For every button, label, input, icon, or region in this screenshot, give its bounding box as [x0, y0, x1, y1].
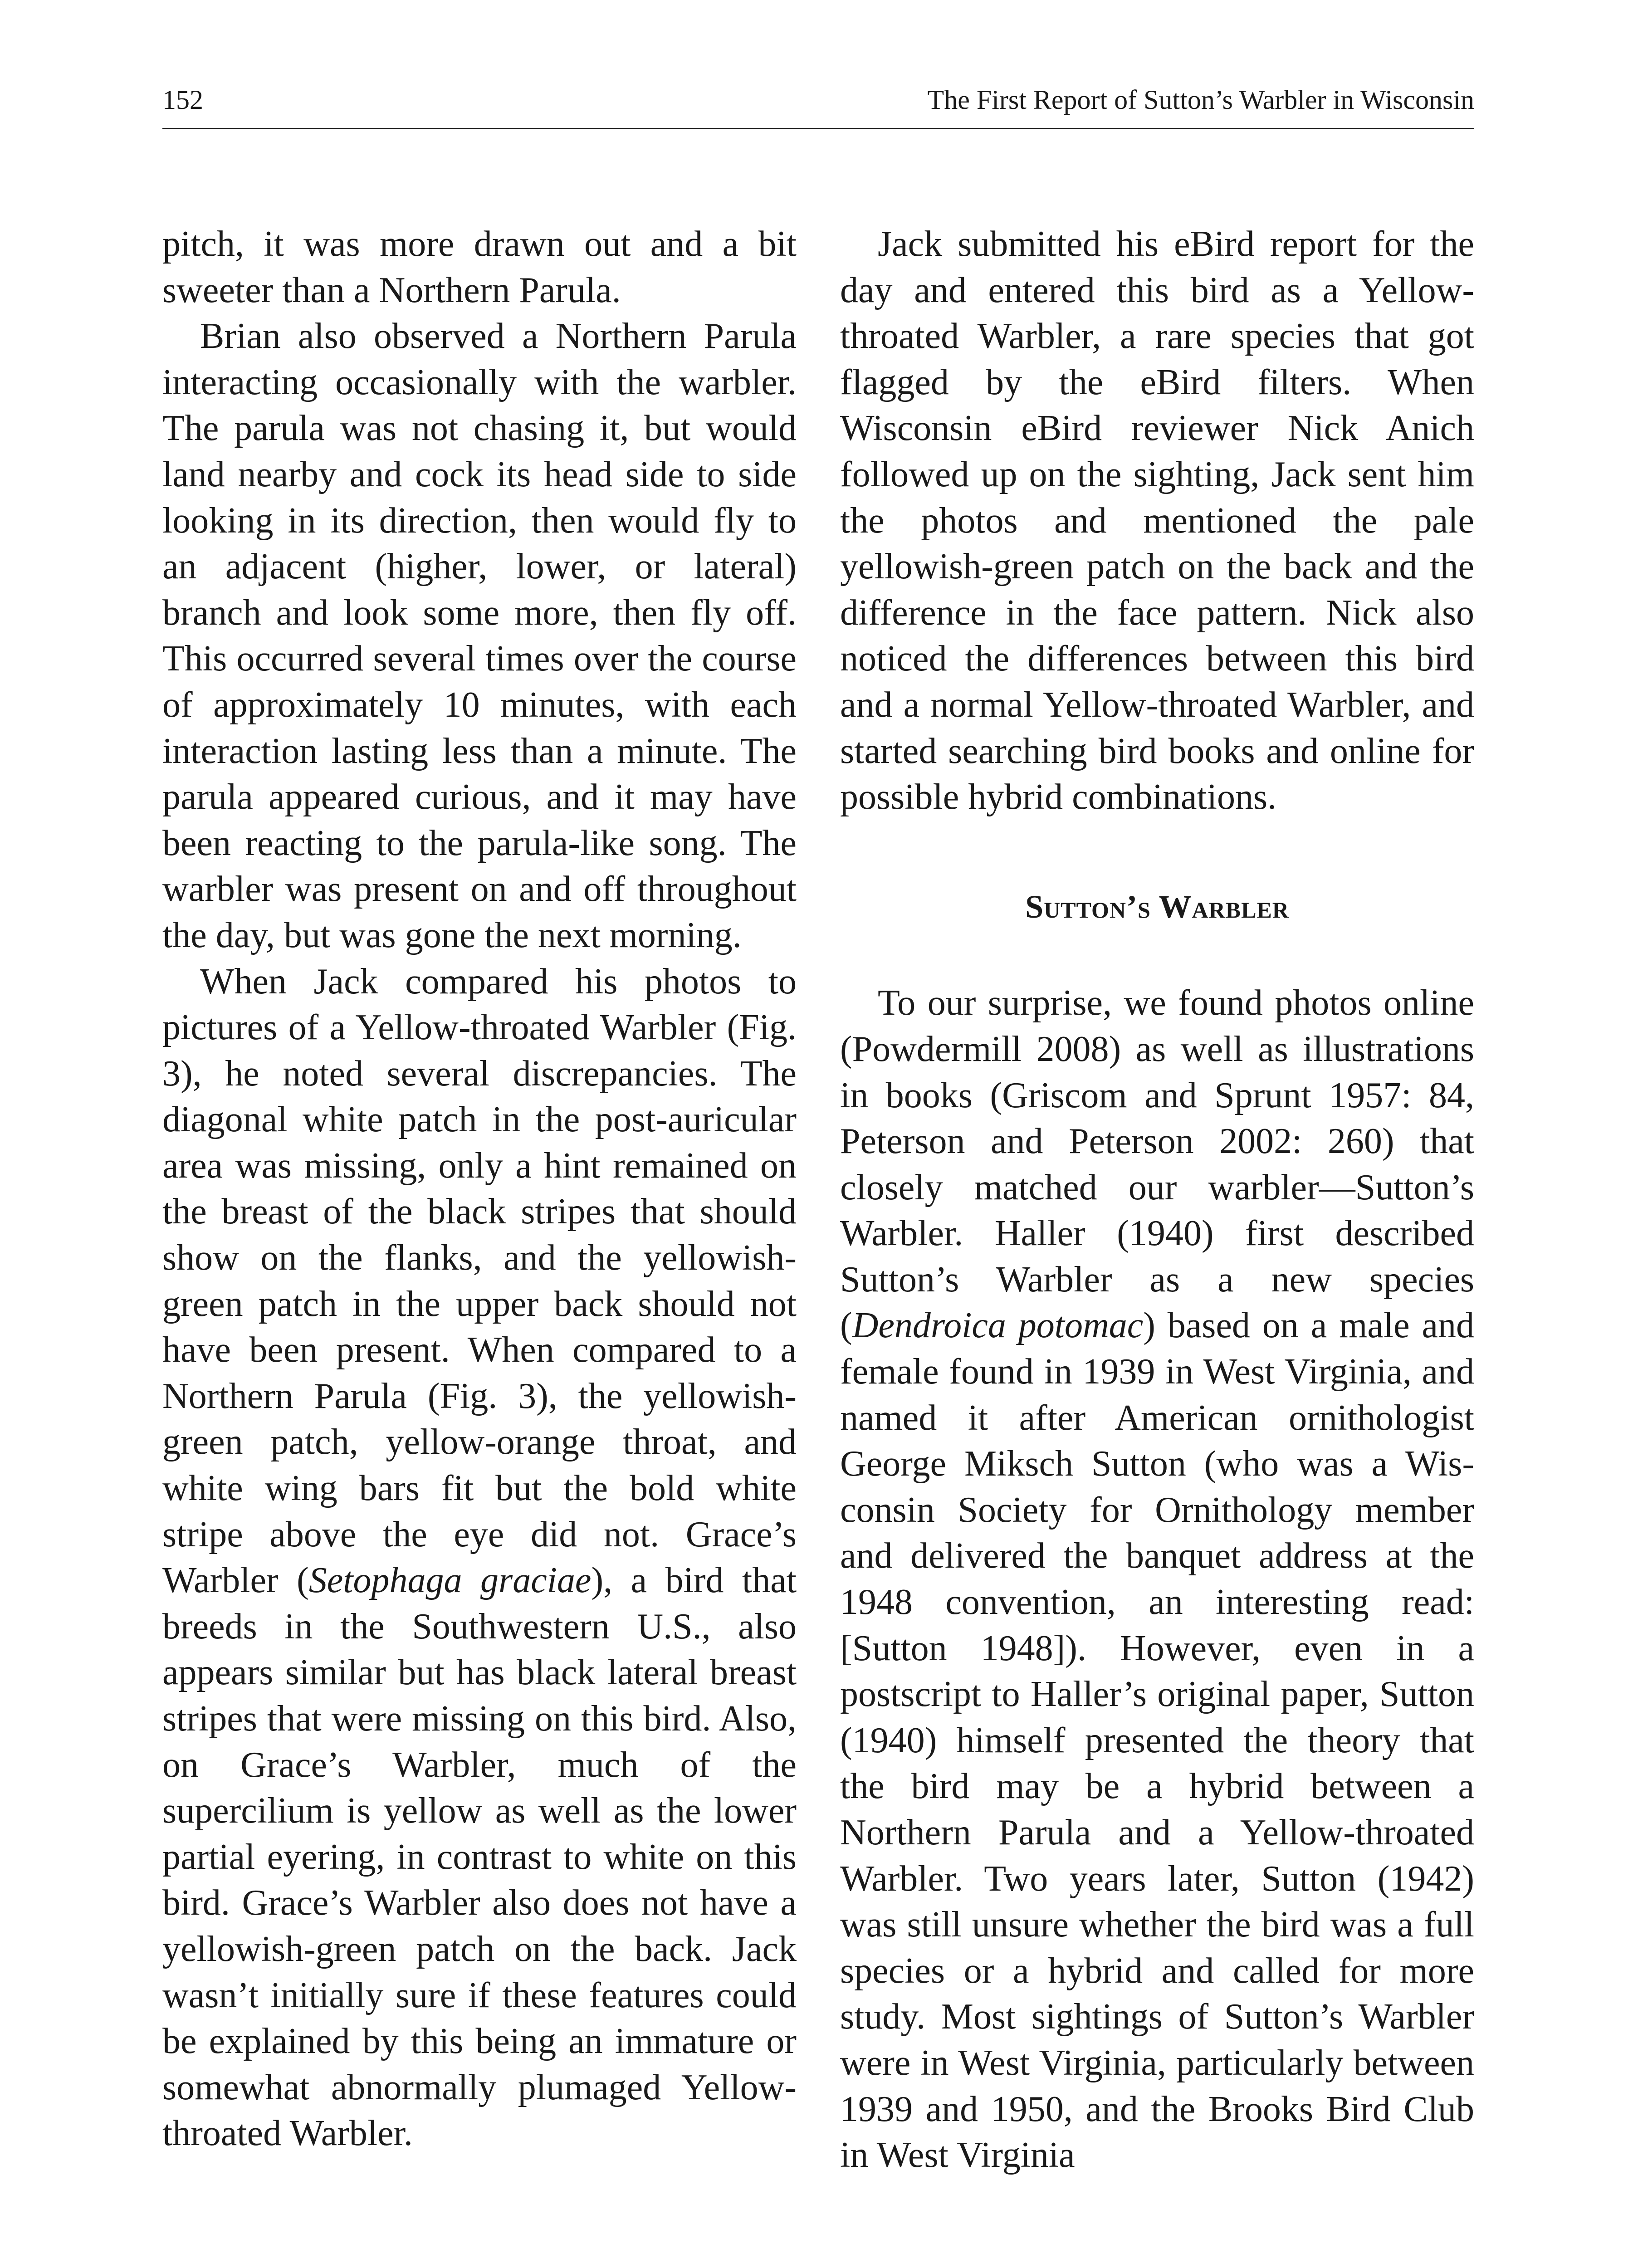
paragraph-ebird-report: Jack submitted his eBird report for the day and entered this bird as a Yellow-throated Warbler, a rare species that got flagged by the eBird filters. When Wisconsin eBird reviewer Nick Anich followed up on the sighting, Jack sent him the photos and mentioned the pale yellowish-green patch on the back and the difference in the face pattern. Nick also noticed the differences between this bird and a normal Yellow-throated Warbler, and started searching bird books and online for possible hybrid combinations. [840, 224, 1474, 817]
left-column [162, 221, 797, 2157]
paragraph-photo-comparison [162, 959, 797, 2157]
paragraph-text: When Jack compared his photos to pictures of a Yellow-throated Warbler (Fig. 3), he noted several discrepancies. The diagonal white patch in the post-auricular area was missing, only a hint remained on the breast of the black stripes that should show on the flanks, and the yellowish-green patch in the upper back should not have been present. When compared to a Northern Parula (Fig. 3), the yellowish-green patch, yellow-orange throat, and white wing bars fit but the bold white stripe above the eye did not. Grace’s Warbler ( [162, 961, 797, 1601]
header-rule [162, 128, 1474, 129]
paragraph-parula-interaction: Brian also observed a Northern Parula interacting occasionally with the warbler. The parula was not chasing it, but would land nearby and cock its head side to side looking in its direction, then would fly to an adjacent (higher, lower, or lateral) branch and look some more, then fly off. This occurred several times over the course of approximately 10 minutes, with each interaction lasting less than a minute. The parula appeared curious, and it may have been reacting to the parula-like song. The warbler was present on and off throughout the day, but was gone the next morning. [162, 316, 797, 955]
paragraph-continued: pitch, it was more drawn out and a bit sweeter than a Northern Parula. [162, 224, 797, 310]
page-number: 152 [162, 85, 203, 115]
paragraph-text: ) based on a male and female found in 1939 in West Virginia, and named it after American ornithologist George Miksch Sutton (who was a Wisconsin Society for Ornithology member and delivered the banquet address at the 1948 convention, an interesting read: [Sutton 1948]). However, even in a postscript to Haller’s original paper, Sutton (1940) himself presented the theory that the bird may be a hybrid between a Northern Parula and a Yellow-throated Warbler. Two years later, Sutton (1942) was still unsure whether the bird was a full species or a hybrid and called for more study. Most sightings of Sutton’s Warbler were in West Virginia, particularly between 1939 and 1950, and the Brooks Bird Club in West Virginia [840, 1305, 1474, 2175]
species-name-italic: Dendroica potomac [852, 1305, 1144, 1346]
running-title: The First Report of Sutton’s Warbler in Wisconsin [927, 85, 1474, 115]
running-head [162, 86, 1474, 132]
section-heading: Sutton’s Warbler [1025, 888, 1289, 925]
paragraph-suttons-warbler [840, 980, 1474, 2178]
species-name-italic: Setophaga graciae [308, 1560, 592, 1601]
right-column [840, 221, 1474, 2179]
paragraph-text: ), a bird that breeds in the Southwestern U.S., also appears similar but has black lateral breast stripes that were missing on this bird. Also, on Grace’s Warbler, much of the supercilium is yellow as well as the lower partial eyering, in contrast to white on this bird. Grace’s Warbler also does not have a yellowish-green patch on the back. Jack wasn’t initially sure if these features could be explained by this being an immature or somewhat abnormally plumaged Yellow-throated Warbler. [162, 1560, 797, 2154]
paragraph-text: To our surprise, we found photos online (Powdermill 2008) as well as illustrations in books (Griscom and Sprunt 1957: 84, Peterson and Peterson 2002: 260) that closely matched our warbler—Sutton’s Warbler. Haller (1940) first described Sutton’s Warbler as a new species ( [840, 983, 1474, 1346]
